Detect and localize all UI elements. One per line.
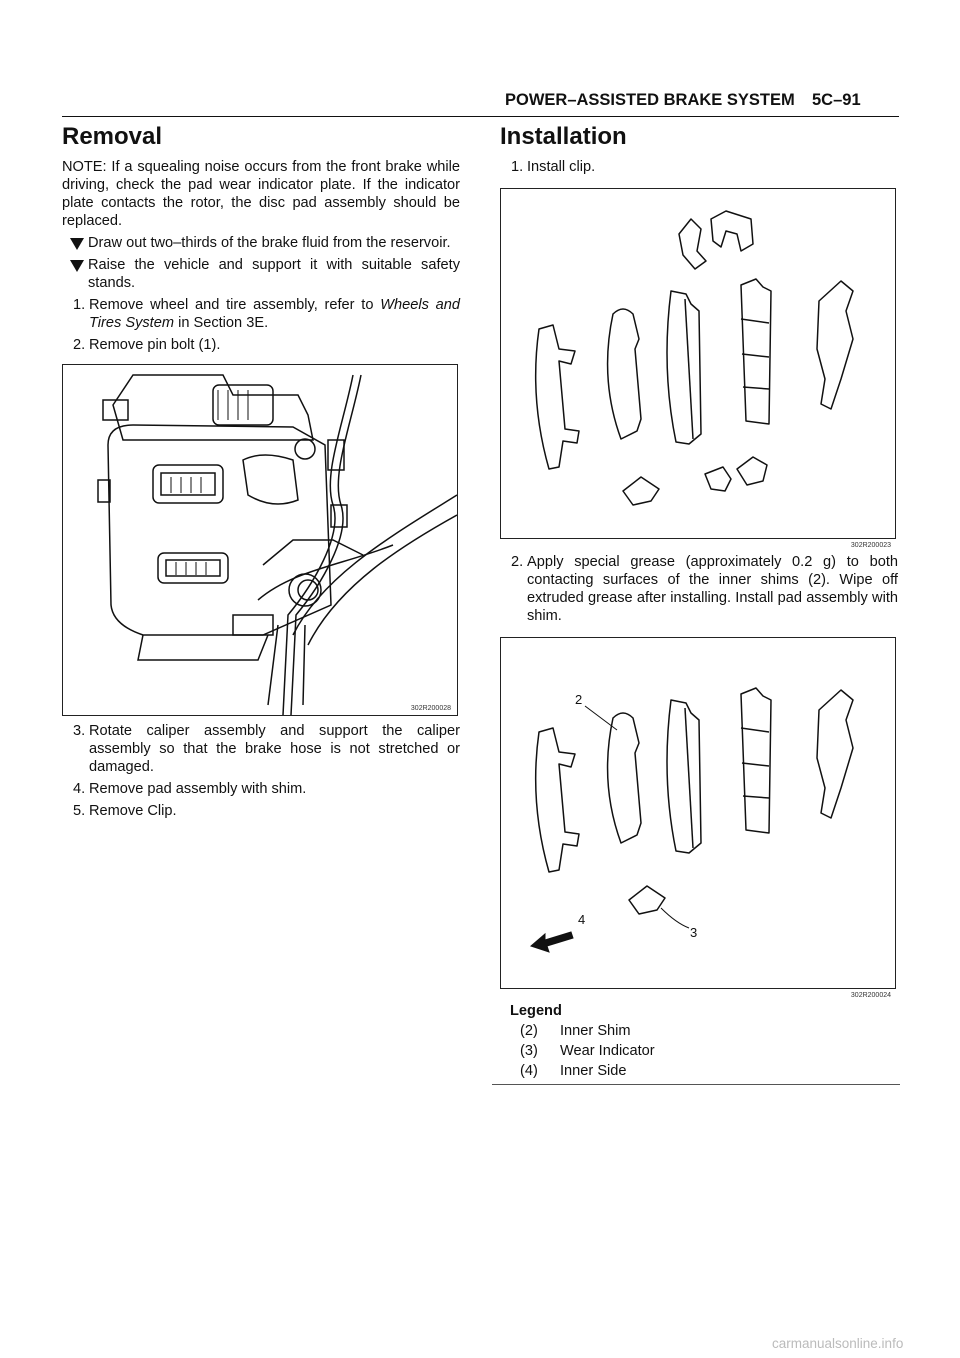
callout-4: 4 [578, 912, 586, 927]
step-text: Remove Clip. [89, 803, 177, 819]
step-text: Install clip. [527, 159, 596, 175]
legend-item [510, 1041, 898, 1061]
bullet-item [62, 234, 460, 252]
step-number: 3. [73, 723, 86, 739]
removal-step-4 [62, 780, 460, 798]
step-text: Rotate caliper assembly and support the caliper assembly so that the brake hose is not stretched or damaged. [89, 723, 460, 775]
installation-heading: Installation [500, 123, 627, 150]
bullet-text: Raise the vehicle and support it with suitable safety stands. [88, 257, 460, 291]
removal-heading: Removal [62, 123, 163, 150]
bullet-item [62, 256, 460, 292]
installation-step-2 [500, 553, 898, 625]
removal-step-1 [62, 296, 460, 332]
bullet-text: Draw out two–thirds of the brake fluid from the reservoir. [88, 235, 451, 251]
figure-code: 302R200028 [410, 705, 451, 712]
figure-code: 302R200024 [850, 992, 891, 999]
step-number: 2. [73, 337, 86, 353]
legend-number: (4) [520, 1063, 538, 1079]
triangle-bullet-icon [70, 260, 84, 272]
step-text: Remove pin bolt (1). [89, 337, 221, 353]
section-reference: Wheels and Tires System [89, 297, 460, 331]
watermark: carmanualsonline.info [772, 1336, 904, 1351]
removal-note: NOTE: If a squealing noise occurs from the front brake while driving, check the pad wear indicator plate. If the indicator plate contacts the rotor, the disc pad assembly should be replaced. [62, 159, 460, 229]
clip-installation-figure [500, 188, 896, 549]
legend-number: (2) [520, 1023, 538, 1039]
step-text: Remove pad assembly with shim. [89, 781, 307, 797]
installation-section [500, 122, 898, 1081]
installation-step-1 [500, 158, 898, 176]
step-number: 4. [73, 781, 86, 797]
callout-2: 2 [575, 692, 583, 707]
pads-with-callouts-illustration [501, 638, 895, 988]
caliper-figure [62, 364, 458, 716]
pads-and-clips-illustration [501, 189, 895, 538]
figure-legend [510, 1001, 898, 1081]
step-text: Remove wheel and tire assembly, refer to [89, 297, 381, 313]
step-number: 1. [511, 159, 524, 175]
callout-3: 3 [690, 925, 698, 940]
legend-number: (3) [520, 1043, 538, 1059]
header-rule [62, 116, 899, 117]
legend-label: Wear Indicator [560, 1043, 655, 1059]
step-number: 1. [73, 297, 86, 313]
removal-step-2 [62, 336, 460, 354]
legend-item [510, 1021, 898, 1041]
step-number: 5. [73, 803, 86, 819]
legend-label: Inner Side [560, 1063, 627, 1079]
removal-step-3 [62, 722, 460, 776]
removal-section [62, 122, 460, 820]
legend-title: Legend [510, 1003, 562, 1019]
section-end-rule [492, 1084, 900, 1085]
step-text: Apply special grease (approximately 0.2 g) to both contacting surfaces of the inner shims (2). Wipe off extruded grease after installing. Install pad assembly with shim. [527, 554, 898, 624]
page-number: 5C–91 [812, 91, 861, 109]
legend-label: Inner Shim [560, 1023, 631, 1039]
caliper-illustration [63, 365, 457, 715]
step-text: in Section 3E. [174, 315, 269, 331]
pad-installation-figure [500, 637, 896, 999]
page-header-title: POWER–ASSISTED BRAKE SYSTEM [505, 91, 795, 109]
legend-item [510, 1061, 898, 1081]
step-number: 2. [511, 554, 524, 570]
figure-code: 302R200023 [850, 542, 891, 549]
triangle-bullet-icon [70, 238, 84, 250]
removal-step-5 [62, 802, 460, 820]
